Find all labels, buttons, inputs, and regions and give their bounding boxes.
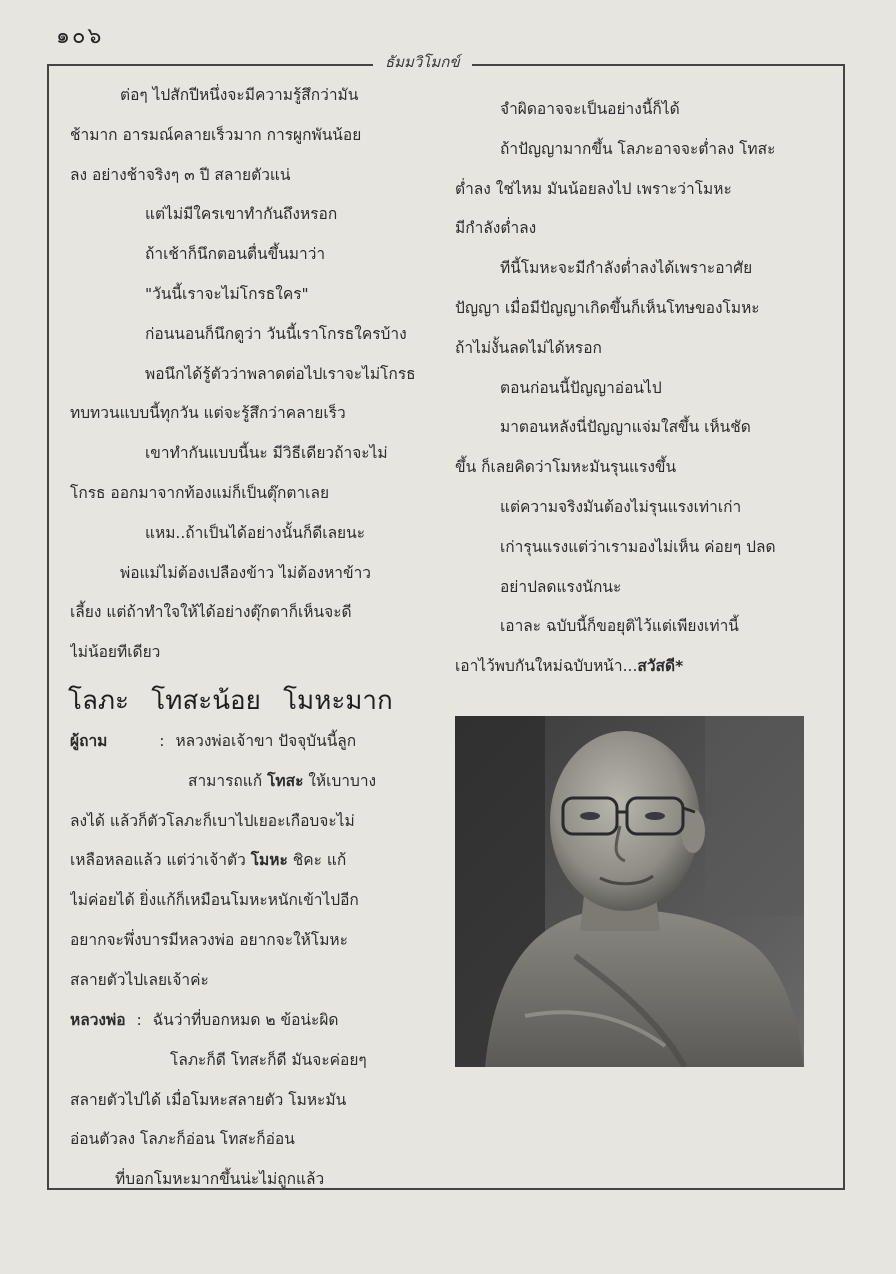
text-segment: ชิคะ แก้ (287, 851, 347, 870)
answer-line: โลภะก็ดี โทสะก็ดี มันจะค่อยๆ (170, 1050, 367, 1069)
text-line: พ่อแม่ไม่ต้องเปลืองข้าว ไม่ต้องหาข้าว (120, 563, 372, 582)
text-line: เก่ารุนแรงแต่ว่าเรามองไม่เห็น ค่อยๆ ปลด (500, 537, 776, 556)
answer-speaker: หลวงพ่อ (70, 1011, 126, 1029)
closing-text: เอาไว้พบกันใหม่ฉบับหน้า... (455, 657, 638, 676)
question-line (70, 762, 438, 802)
running-title: ธัมมวิโมกข์ (373, 50, 472, 74)
text-line: ถ้าปัญญามากขึ้น โลภะอาจจะต่ำลง โทสะ (500, 139, 776, 158)
question-line (70, 841, 438, 881)
text-line: ต่อๆ ไปสักปีหนึ่งจะมีความรู้สึกว่ามัน (120, 86, 359, 104)
text-line: "วันนี้เราจะไม่โกรธใคร" (145, 284, 309, 303)
answer-separator: : (136, 1011, 142, 1029)
section-heading: โลภะ โทสะน้อย โมหะมาก (68, 686, 393, 716)
monk-portrait-photo (455, 716, 804, 1067)
text-line: ทบทวนแบบนี้ทุกวัน แต่จะรู้สึกว่าคลายเร็ว (70, 404, 346, 423)
text-line: เลี้ยง แต่ถ้าทำใจให้ได้อย่างตุ๊กตาก็เห็นจะดี (70, 603, 352, 622)
text-line: ลง อย่างช้าจริงๆ ๓ ปี สลายตัวแน่ (70, 165, 291, 184)
text-line: ปัญญา เมื่อมีปัญญาเกิดขึ้นก็เห็นโทษของโมหะ (455, 298, 760, 317)
text-line: ช้ามาก อารมณ์คลายเร็วมาก การผูกพันน้อย (70, 125, 362, 144)
page-number: ๑๐๖ (56, 24, 104, 49)
text-line: ต่ำลง ใช่ไหม มันน้อยลงไป เพราะว่าโมหะ (455, 179, 732, 198)
answer-line: สลายตัวไปได้ เมื่อโมหะสลายตัว โมหะมัน (70, 1090, 347, 1109)
text-line: จำผิดอาจจะเป็นอย่างนี้ก็ได้ (500, 100, 680, 118)
text-line: พอนึกได้รู้ตัวว่าพลาดต่อไปเราจะไม่โกรธ (145, 364, 416, 383)
text-line: ถ้าเช้าก็นึกตอนตื่นขึ้นมาว่า (145, 245, 326, 264)
right-column (455, 90, 815, 687)
text-segment: เหลือหลอแล้ว แต่ว่าเจ้าตัว (70, 851, 251, 870)
question-line: ไม่ค่อยได้ ยิ่งแก้ก็เหมือนโมหะหนักเข้าไปอีก (70, 891, 359, 910)
text-line: ขึ้น ก็เลยคิดว่าโมหะมันรุนแรงขึ้น (455, 458, 677, 477)
keyword-moha: โมหะ (250, 851, 288, 870)
text-line: ก่อนนอนก็นึกดูว่า วันนี้เราโกรธใครบ้าง (145, 324, 407, 343)
text-line: เขาทำกันแบบนี้นะ มีวิธีเดียวถ้าจะไม่ (145, 444, 388, 463)
text-line-last (455, 647, 815, 687)
text-segment: ให้เบาบาง (303, 771, 377, 790)
text-line: ทีนี้โมหะจะมีกำลังต่ำลงได้เพราะอาศัย (500, 259, 753, 278)
keyword-dosa: โทสะ (267, 771, 304, 790)
text-line: ไม่น้อยทีเดียว (70, 643, 161, 662)
text-line: ตอนก่อนนี้ปัญญาอ่อนไป (500, 378, 662, 397)
closing-greeting: สวัสดี* (637, 657, 684, 676)
text-line: แหม..ถ้าเป็นได้อย่างนั้นก็ดีเลยนะ (145, 523, 366, 542)
answer-block (70, 1001, 438, 1200)
text-line: อย่าปลดแรงนักนะ (500, 577, 622, 596)
question-block (70, 722, 438, 1001)
text-line: แต่ความจริงมันต้องไม่รุนแรงเท่าเก่า (500, 497, 742, 516)
question-line: หลวงพ่อเจ้าขา ปัจจุบันนี้ลูก (175, 732, 357, 750)
question-separator: : (159, 732, 165, 750)
text-line: แต่ไม่มีใครเขาทำกันถึงหรอก (145, 205, 338, 224)
answer-first-line (70, 1001, 438, 1041)
text-line: ถ้าไม่งั้นลดไม่ได้หรอก (455, 338, 602, 357)
question-line: ลงได้ แล้วก็ตัวโลภะก็เบาไปเยอะเกือบจะไม่ (70, 811, 355, 830)
question-line: อยากจะพึ่งบารมีหลวงพ่อ อยากจะให้โมหะ (70, 930, 348, 949)
left-column (70, 76, 438, 673)
question-speaker: ผู้ถาม (70, 732, 108, 750)
text-line: มีกำลังต่ำลง (455, 219, 537, 238)
answer-line: ฉันว่าที่บอกหมด ๒ ข้อน่ะผิด (152, 1011, 339, 1029)
text-line: โกรธ ออกมาจากท้องแม่ก็เป็นตุ๊กตาเลย (70, 483, 330, 502)
answer-line: ที่บอกโมหะมากขึ้นน่ะไม่ถูกแล้ว (115, 1170, 325, 1189)
answer-line: อ่อนตัวลง โลภะก็อ่อน โทสะก็อ่อน (70, 1130, 295, 1149)
question-first-line (70, 722, 438, 762)
text-line: มาตอนหลังนี่ปัญญาแจ่มใสขึ้น เห็นชัด (500, 418, 751, 437)
question-line: สลายตัวไปเลยเจ้าค่ะ (70, 970, 209, 989)
text-segment: สามารถแก้ (188, 771, 268, 790)
text-line: เอาละ ฉบับนี้ก็ขอยุติไว้แต่เพียงเท่านี้ (500, 617, 739, 636)
